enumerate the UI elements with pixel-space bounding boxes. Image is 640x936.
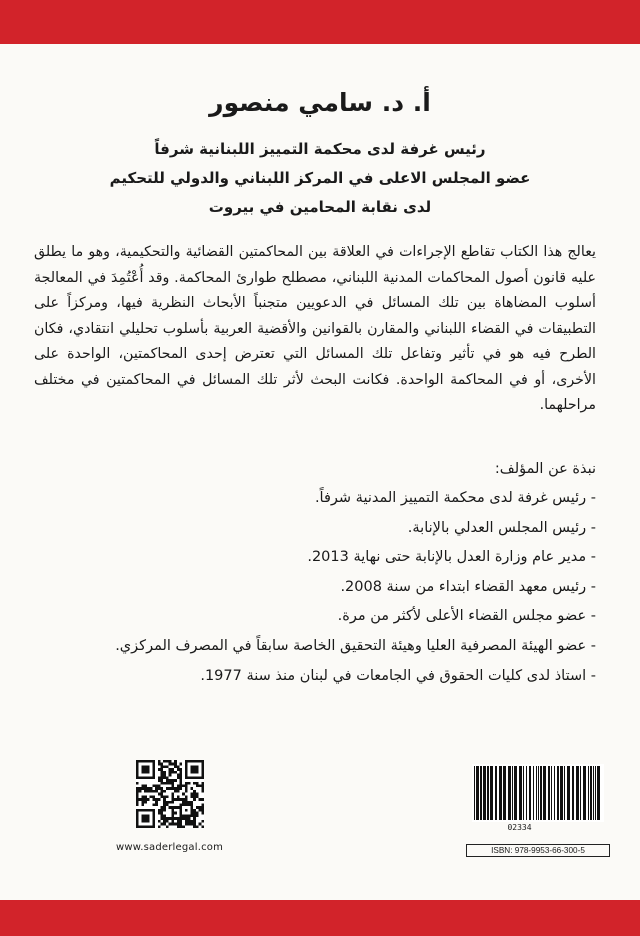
bottom-red-band (0, 900, 640, 936)
author-title-line: عضو المجلس الاعلى في المركز اللبناني والدولي للتحكيم (109, 169, 531, 187)
top-red-band (0, 0, 640, 44)
author-title-line: رئيس غرفة لدى محكمة التمييز اللبنانية شرفاً (154, 140, 486, 158)
author-name: أ. د. سامي منصور (209, 88, 431, 117)
bio-item: - مدير عام وزارة العدل بالإنابة حتى نهاية 2013. (307, 549, 596, 566)
bio-item: - رئيس غرفة لدى محكمة التمييز المدنية شرفاً. (314, 490, 596, 506)
bio-heading: نبذة عن المؤلف: (494, 461, 596, 477)
barcode-number: 02334 (507, 823, 532, 832)
book-description: يعالج هذا الكتاب تقاطع الإجراءات في العلاقة بين المحاكمتين القضائية والتحكيمية، وهو ما يطلق عليه قانون أصول المحاكمات المدنية اللبناني، مصطلح طوارئ المحاكمة. وقد أُعْتُمِدَ في المعالجة أسلوب المضاهاة بين تلك المسائل في الدعويين متجنباً الأبحاث النظرية فيها، ومركزاً على التطبيقات في القضاء اللبناني والمقارن بالقوانين والأقضية العربية بأسلوب تحليلي انتقادي، فكان الطرح فيه هو في تأثير وتفاعل تلك المسائل التي تعترض إحدى المحاكمتين، الواحدة على الأخرى، أو في المحاكمة الواحدة. فكانت البحث لأثر تلك المسائل في المحاكمتين في مختلف مراحلهما. (34, 244, 596, 413)
author-bio (34, 458, 596, 691)
qr-code-icon (136, 760, 204, 828)
bio-item: - رئيس المجلس العدلي بالإنابة. (407, 519, 596, 536)
bio-item: - عضو الهيئة المصرفية العليا وهيئة التحقيق الخاصة سابقاً في المصرف المركزي. (115, 637, 596, 654)
bio-list (34, 484, 596, 691)
barcode (472, 764, 604, 832)
bio-item: - عضو مجلس القضاء الأعلى لأكثر من مرة. (337, 608, 596, 625)
bio-item: - استاذ لدى كليات الحقوق في الجامعات في لبنان منذ سنة 1977. (200, 667, 596, 684)
barcode-icon (472, 764, 604, 822)
isbn-box: ISBN: 978-9953-66-300-5 (466, 844, 610, 857)
author-block (0, 88, 640, 222)
author-title-line: لدى نقابة المحامين في بيروت (208, 198, 432, 216)
bio-item: - رئيس معهد القضاء ابتداء من سنة 2008. (340, 578, 596, 595)
publisher-website: www.saderlegal.com (116, 842, 224, 853)
author-titles (0, 135, 640, 222)
